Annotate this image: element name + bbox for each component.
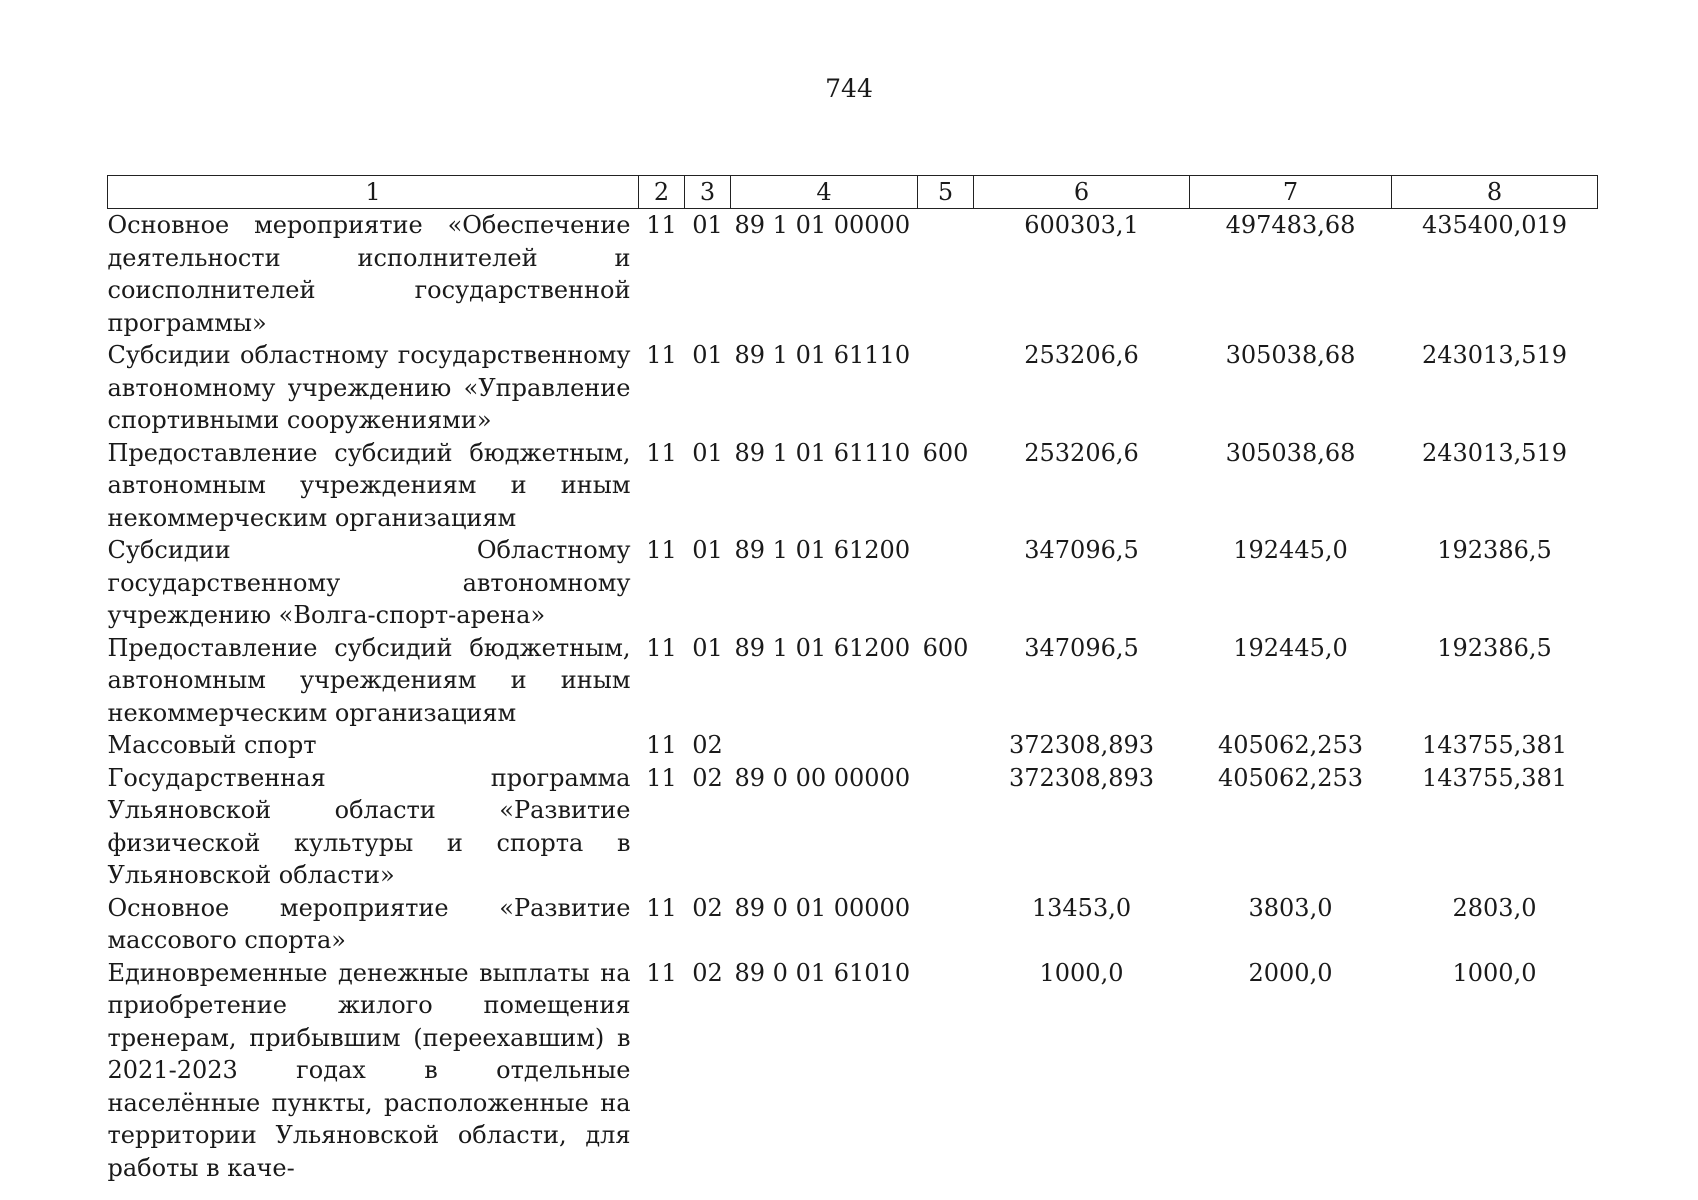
- item-name-cell: Единовременные денежные выплаты на приобретение жилого помещения тренерам, прибывшим (переехавшим) в 2021-2023 годах в отдельные населённые пункты, расположенные на территории Ульяновской области, для работы в каче-: [107, 958, 631, 1182]
- table-row: [108, 534, 1598, 632]
- column-header: 2: [639, 176, 685, 209]
- column-header: 3: [685, 176, 731, 209]
- column-header: 7: [1190, 176, 1392, 209]
- amount-col6-cell: 1000,0: [1039, 958, 1124, 987]
- table-row: [108, 892, 1598, 957]
- amount-col8-cell: 143755,381: [1421, 763, 1568, 792]
- item-name-cell: Государственная программа Ульяновской области «Развитие физической культуры и спорта в Ульяновской области»: [107, 763, 631, 889]
- subsection-code-cell: 02: [692, 731, 723, 759]
- amount-col6-cell: 253206,6: [1024, 438, 1139, 467]
- item-name-cell: Предоставление субсидий бюджетным, автономным учреждениям и иным некоммерческим организациям: [107, 438, 631, 532]
- column-header: 1: [108, 176, 639, 209]
- target-article-cell: 89 1 01 61110: [734, 438, 911, 467]
- table-row: [108, 632, 1598, 730]
- column-number-header-row: [108, 176, 1598, 209]
- expense-type-cell: [918, 534, 974, 632]
- amount-col7-cell: 305038,68: [1225, 341, 1356, 369]
- amount-col7-cell: 405062,253: [1217, 731, 1364, 759]
- item-name-cell: Субсидии Областному государственному автономному учреждению «Волга-спорт-арена»: [107, 536, 631, 629]
- section-code-cell: 11: [646, 536, 677, 564]
- item-name-cell: Основное мероприятие «Обеспечение деятельности исполнителей и соисполнителей государственной программы»: [107, 211, 631, 337]
- section-code-cell: 11: [646, 211, 677, 239]
- expense-type-cell: [918, 339, 974, 437]
- amount-col8-cell: 192386,5: [1437, 633, 1552, 662]
- amount-col8-cell: 1000,0: [1452, 958, 1537, 987]
- target-article-cell: 89 0 01 00000: [734, 893, 911, 922]
- section-code-cell: 11: [646, 893, 677, 922]
- item-name-cell: Субсидии областному государственному автономному учреждению «Управление спортивными сооружениями»: [107, 341, 631, 434]
- amount-col8-cell: 2803,0: [1452, 893, 1537, 922]
- expense-type-cell: [918, 957, 974, 1185]
- amount-col6-cell: 372308,893: [1008, 731, 1155, 759]
- amount-col8-cell: 243013,519: [1421, 341, 1568, 369]
- expense-type-cell: 600: [922, 438, 969, 467]
- section-code-cell: 11: [646, 633, 677, 662]
- subsection-code-cell: 02: [692, 958, 723, 987]
- target-article-cell: 89 1 01 00000: [734, 211, 911, 239]
- target-article-cell: 89 0 01 61010: [734, 958, 911, 987]
- expense-type-cell: [918, 729, 974, 762]
- column-header: 5: [918, 176, 974, 209]
- amount-col7-cell: 305038,68: [1225, 438, 1356, 467]
- page-number: 744: [825, 74, 873, 103]
- table-row: [108, 339, 1598, 437]
- item-name-cell: Массовый спорт: [107, 731, 317, 759]
- table-row: [108, 437, 1598, 535]
- amount-col6-cell: 347096,5: [1024, 536, 1139, 564]
- table-row: [108, 209, 1598, 340]
- table-row: [108, 729, 1598, 762]
- column-header: 4: [731, 176, 918, 209]
- expense-type-cell: [918, 209, 974, 340]
- amount-col6-cell: 347096,5: [1024, 633, 1139, 662]
- amount-col6-cell: 600303,1: [1024, 211, 1139, 239]
- amount-col7-cell: 2000,0: [1248, 958, 1333, 987]
- item-name-cell: Предоставление субсидий бюджетным, автономным учреждениям и иным некоммерческим организациям: [107, 633, 631, 727]
- amount-col7-cell: 497483,68: [1225, 211, 1356, 239]
- amount-col7-cell: 192445,0: [1233, 536, 1348, 564]
- amount-col8-cell: 143755,381: [1421, 731, 1568, 759]
- subsection-code-cell: 01: [692, 633, 723, 662]
- amount-col8-cell: 435400,019: [1421, 211, 1568, 239]
- section-code-cell: 11: [646, 958, 677, 987]
- amount-col7-cell: 405062,253: [1217, 763, 1364, 792]
- table-row: [108, 957, 1598, 1185]
- subsection-code-cell: 01: [692, 341, 723, 369]
- subsection-code-cell: 01: [692, 536, 723, 564]
- section-code-cell: 11: [646, 731, 677, 759]
- amount-col7-cell: 192445,0: [1233, 633, 1348, 662]
- target-article-cell: [731, 729, 918, 762]
- amount-col6-cell: 372308,893: [1008, 763, 1155, 792]
- expense-type-cell: [918, 892, 974, 957]
- subsection-code-cell: 02: [692, 763, 723, 792]
- expense-type-cell: [918, 762, 974, 892]
- table-body: [108, 209, 1598, 1185]
- target-article-cell: 89 1 01 61110: [734, 341, 911, 369]
- section-code-cell: 11: [646, 763, 677, 792]
- expense-type-cell: 600: [922, 633, 969, 662]
- amount-col7-cell: 3803,0: [1248, 893, 1333, 922]
- subsection-code-cell: 02: [692, 893, 723, 922]
- target-article-cell: 89 0 00 00000: [734, 763, 911, 792]
- target-article-cell: 89 1 01 61200: [734, 536, 911, 564]
- amount-col8-cell: 243013,519: [1421, 438, 1568, 467]
- table-row: [108, 762, 1598, 892]
- section-code-cell: 11: [646, 438, 677, 467]
- item-name-cell: Основное мероприятие «Развитие массового спорта»: [107, 893, 631, 954]
- target-article-cell: 89 1 01 61200: [734, 633, 911, 662]
- column-header: 6: [974, 176, 1190, 209]
- section-code-cell: 11: [646, 341, 677, 369]
- amount-col6-cell: 253206,6: [1024, 341, 1139, 369]
- amount-col6-cell: 13453,0: [1031, 893, 1132, 922]
- column-header: 8: [1392, 176, 1598, 209]
- amount-col8-cell: 192386,5: [1437, 536, 1552, 564]
- budget-table: [107, 175, 1598, 1184]
- subsection-code-cell: 01: [692, 211, 723, 239]
- subsection-code-cell: 01: [692, 438, 723, 467]
